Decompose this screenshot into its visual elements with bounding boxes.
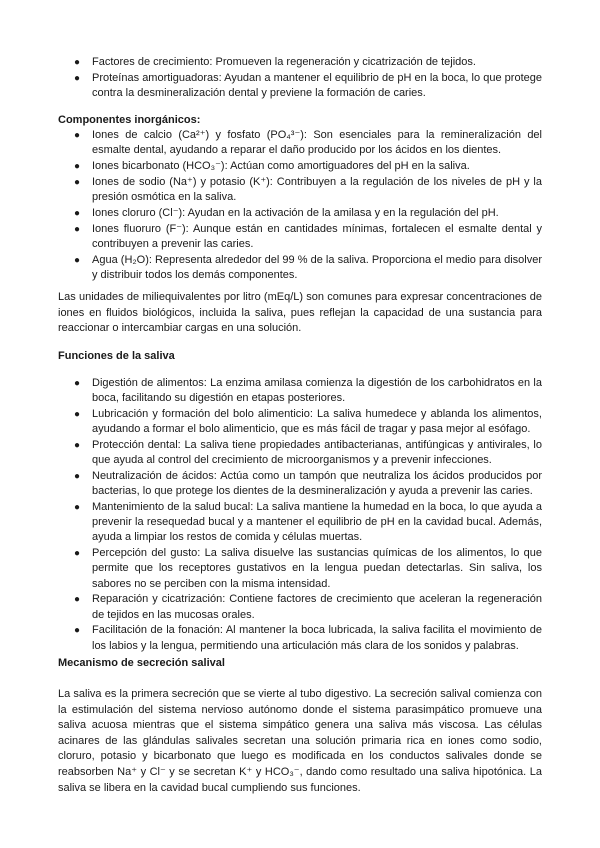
- list-item: [58, 407, 542, 437]
- bullet-icon: ●: [74, 471, 81, 482]
- list-item: [58, 253, 542, 283]
- functions-heading: Funciones de la saliva: [58, 350, 175, 362]
- bullet-icon: ●: [74, 57, 81, 68]
- list-item-text: Iones fluoruro (F⁻): Aunque están en cantidades mínimas, fortalecen el esmalte dental y contribuyen a prevenir las caries.: [92, 222, 542, 250]
- bullet-icon: ●: [74, 72, 81, 84]
- functions-section: [58, 376, 542, 654]
- list-item: [58, 592, 542, 622]
- list-item-text: Protección dental: La saliva tiene propiedades antibacterianas, antifúngicas y antivirales, lo que ayuda al control del crecimiento de microorganismos y a prevenir infecciones.: [92, 439, 542, 467]
- list-item-text: Iones cloruro (Cl⁻): Ayudan en la activación de la amilasa y en la regulación del pH.: [92, 206, 499, 219]
- list-item: [58, 71, 542, 101]
- bullet-icon: ●: [74, 594, 81, 606]
- list-item: [58, 546, 542, 592]
- mechanism-heading-block: [58, 656, 542, 671]
- bullet-icon: ●: [74, 502, 81, 513]
- list-item: [58, 438, 542, 468]
- bullet-icon: ●: [74, 207, 81, 219]
- list-item-text: Reparación y cicatrización: Contiene factores de crecimiento que aceleran la regeneración de tejidos en las mucosas orales.: [92, 593, 542, 621]
- list-item: [58, 55, 542, 70]
- meq-paragraph: Las unidades de miliequivalentes por litro (mEq/L) son comunes para expresar concentraciones de iones en fluidos biológicos, incluida la saliva, pues reflejan la capacidad de una sustancia para reaccionar o intercambiar cargas en una solución.: [58, 291, 542, 335]
- meq-section: [58, 290, 542, 337]
- list-item-text: Iones de calcio (Ca²⁺) y fosfato (PO₄³⁻): Son esenciales para la remineralización del esmalte dental, ayudando a reparar el daño producido por los ácidos en los dientes.: [92, 129, 542, 157]
- inorganic-bullet-list: [58, 128, 542, 283]
- list-item-text: Iones de sodio (Na⁺) y potasio (K⁺): Contribuyen a la regulación de los niveles de pH y la presión osmótica en la saliva.: [92, 175, 542, 203]
- bullet-icon: ●: [74, 378, 81, 389]
- bullet-icon: ●: [74, 254, 81, 266]
- list-item: [58, 206, 542, 221]
- mechanism-paragraph: La saliva es la primera secreción que se vierte al tubo digestivo. La secreción salival comienza con la estimulación del sistema nervioso autónomo donde el sistema parasimpático promueve una saliva acuosa mientras que el sistema simpático genera una saliva más viscosa. Las células acinares de las glándulas salivales secretan una solución primaria rica en iones como sodio, cloruro, potasio y bicarbonato que luego es modificada en los conductos salivales donde se reabsorben Na⁺ y Cl⁻ y se secretan K⁺ y HCO₃⁻, dando como resultado una saliva hipotónica. La saliva se libera en la cavidad bucal cumpliendo sus funciones.: [58, 688, 542, 794]
- list-item-text: Proteínas amortiguadoras: Ayudan a mantener el equilibrio de pH en la boca, lo que protege contra la desmineralización dental y previene la formación de caries.: [92, 71, 542, 99]
- inorganic-heading: Componentes inorgánicos:: [58, 114, 201, 126]
- list-item: [58, 222, 542, 252]
- bullet-icon: ●: [74, 548, 81, 560]
- list-item-text: Iones bicarbonato (HCO₃⁻): Actúan como amortiguadores del pH en la saliva.: [92, 160, 470, 172]
- list-item: [58, 376, 542, 406]
- bullet-icon: ●: [74, 161, 81, 172]
- list-item-text: Lubricación y formación del bolo alimenticio: La saliva humedece y ablanda los alimentos, ayudando a formar el bolo alimenticio, que es más fácil de tragar y pasa mejor al esófago.: [92, 408, 542, 436]
- list-item-text: Digestión de alimentos: La enzima amilasa comienza la digestión de los carbohidratos en la boca, facilitando su digestión en etapas posteriores.: [92, 377, 542, 405]
- bullet-icon: ●: [74, 409, 81, 420]
- list-item-text: Factores de crecimiento: Promueven la regeneración y cicatrización de tejidos.: [92, 56, 476, 68]
- functions-heading-block: [58, 349, 542, 364]
- list-item: [58, 175, 542, 205]
- bullet-icon: ●: [74, 440, 81, 451]
- list-item-text: Neutralización de ácidos: Actúa como un tampón que neutraliza los ácidos producidos por bacterias, lo que protege los dientes de la desmineralización y ayuda a prevenir las caries.: [92, 470, 542, 498]
- inorganic-section: [58, 113, 542, 284]
- bullet-icon: ●: [74, 223, 81, 235]
- top-list-section: [58, 55, 542, 102]
- list-item: [58, 500, 542, 546]
- list-item-text: Facilitación de la fonación: Al mantener la boca lubricada, la saliva facilita el movimiento de los labios y la lengua, permitiendo una articulación más clara de los sonidos y palabras.: [92, 624, 542, 652]
- list-item: [58, 469, 542, 499]
- bullet-icon: ●: [74, 130, 81, 141]
- list-item-text: Percepción del gusto: La saliva disuelve las sustancias químicas de los alimentos, lo que permite que los receptores gustativos en la lengua puedan detectarlas. Sin saliva, los sabores no se perciben con la misma intensidad.: [92, 547, 542, 590]
- list-item: [58, 128, 542, 158]
- bullet-icon: ●: [74, 625, 81, 637]
- mechanism-heading: Mecanismo de secreción salival: [58, 657, 225, 669]
- list-item: [58, 159, 542, 174]
- functions-bullet-list: [58, 376, 542, 654]
- list-item: [58, 623, 542, 653]
- list-item-text: Agua (H₂O): Representa alrededor del 99 % de la saliva. Proporciona el medio para disolver y distribuir todos los demás componentes.: [92, 253, 542, 281]
- list-item-text: Mantenimiento de la salud bucal: La saliva mantiene la humedad en la boca, lo que ayuda a prevenir la resequedad bucal y a mantener el equilibrio de pH en la cavidad bucal. Además, ayuda a limpiar los restos de comida y células muertas.: [92, 501, 542, 544]
- top-bullet-list: [58, 55, 542, 101]
- bullet-icon: ●: [74, 176, 81, 188]
- mechanism-section: [58, 687, 542, 796]
